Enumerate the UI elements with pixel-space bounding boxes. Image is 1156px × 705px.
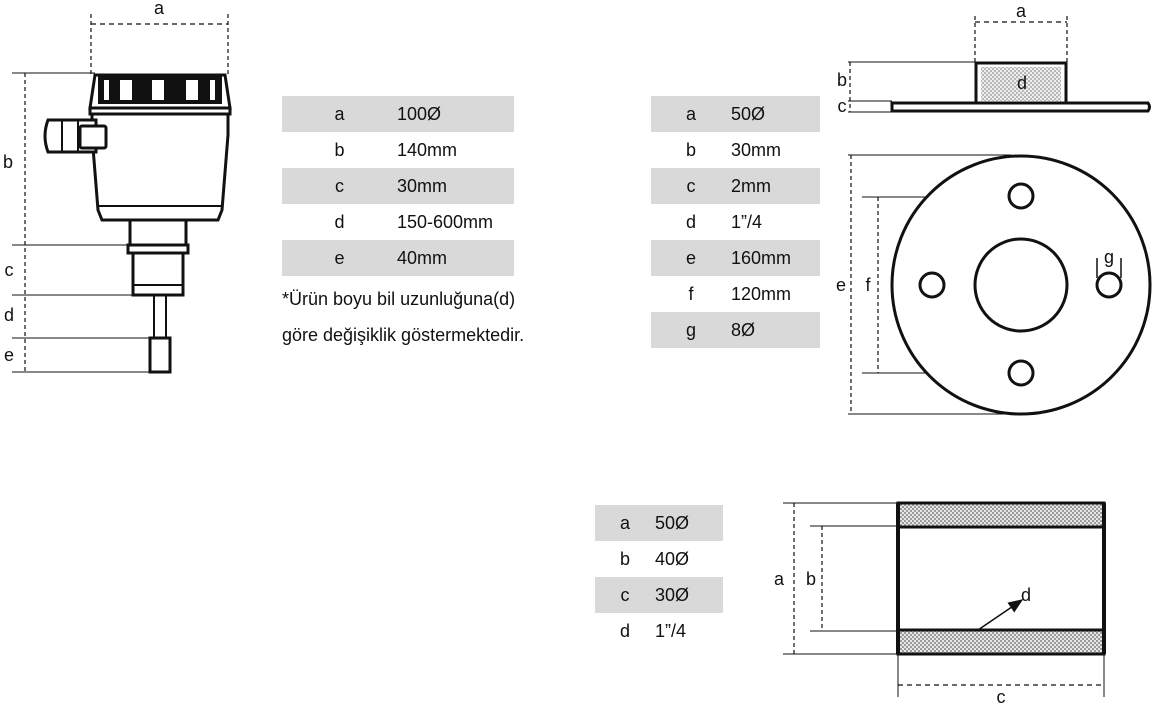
- row-key: e: [282, 240, 397, 276]
- row-key: e: [651, 240, 731, 276]
- row-value: 50Ø: [731, 96, 820, 132]
- table-row: [651, 132, 820, 168]
- sensor-label-b: b: [2, 152, 14, 172]
- flange-label-e: e: [835, 275, 847, 295]
- row-key: c: [595, 577, 655, 613]
- flange-dimension-table: [651, 96, 820, 348]
- row-value: 40mm: [397, 240, 514, 276]
- table-row: [651, 168, 820, 204]
- socket-label-a: a: [773, 569, 785, 589]
- row-key: b: [619, 548, 630, 569]
- row-key: d: [685, 211, 696, 232]
- table-row: [595, 577, 723, 613]
- socket-label-c: c: [996, 687, 1006, 705]
- sensor-label-d: d: [3, 305, 15, 325]
- table-row: [282, 132, 514, 168]
- socket-drawing: [783, 503, 1104, 697]
- row-value: 120mm: [731, 283, 792, 304]
- table-row: [651, 204, 820, 240]
- row-value: 1”/4: [655, 620, 687, 641]
- table-row: [595, 505, 723, 541]
- row-value: 2mm: [731, 168, 820, 204]
- row-value: 140mm: [397, 139, 458, 160]
- row-key: a: [651, 96, 731, 132]
- row-key: b: [685, 139, 696, 160]
- row-key: c: [282, 168, 397, 204]
- row-key: f: [688, 283, 694, 304]
- socket-label-d: d: [1020, 585, 1032, 605]
- row-value: 160mm: [731, 240, 820, 276]
- row-value: 50Ø: [655, 505, 723, 541]
- flange-label-b: b: [836, 70, 848, 90]
- sensor-label-e: e: [3, 345, 15, 365]
- row-value: 100Ø: [397, 96, 514, 132]
- table-row: [595, 613, 723, 649]
- row-key: a: [282, 96, 397, 132]
- table-row: [651, 96, 820, 132]
- row-value: 30mm: [397, 168, 514, 204]
- row-value: 1”/4: [731, 211, 763, 232]
- flange-label-a: a: [1015, 1, 1027, 21]
- flange-side-view: [848, 16, 1150, 112]
- table-row: [595, 541, 723, 577]
- row-value: 40Ø: [655, 548, 690, 569]
- row-key: g: [651, 312, 731, 348]
- sensor-dimension-table: [282, 96, 514, 276]
- sensor-label-a: a: [153, 0, 165, 18]
- flange-label-d: d: [1016, 73, 1028, 93]
- table-row: [651, 312, 820, 348]
- note-line-1: *Ürün boyu bil uzunluğuna(d): [282, 289, 516, 309]
- flange-label-c: c: [837, 96, 847, 116]
- row-key: c: [651, 168, 731, 204]
- flange-label-g: g: [1103, 247, 1115, 267]
- table-row: [651, 276, 820, 312]
- row-value: 30mm: [731, 139, 782, 160]
- row-value: 30Ø: [655, 577, 723, 613]
- row-key: a: [595, 505, 655, 541]
- table-row: [282, 96, 514, 132]
- table-row: [282, 168, 514, 204]
- socket-label-b: b: [805, 569, 817, 589]
- row-key: d: [334, 211, 345, 232]
- socket-dimension-table: [595, 505, 723, 649]
- row-key: d: [619, 620, 630, 641]
- note-line-2: göre değişiklik göstermektedir.: [282, 325, 525, 345]
- flange-top-view: [848, 155, 1150, 414]
- row-value: 150-600mm: [397, 211, 494, 232]
- flange-label-f: f: [865, 275, 871, 295]
- row-key: b: [334, 139, 345, 160]
- sensor-label-c: c: [4, 260, 14, 280]
- row-value: 8Ø: [731, 312, 820, 348]
- table-row: [282, 204, 514, 240]
- table-row: [282, 240, 514, 276]
- table-row: [651, 240, 820, 276]
- sensor-drawing: [12, 14, 230, 372]
